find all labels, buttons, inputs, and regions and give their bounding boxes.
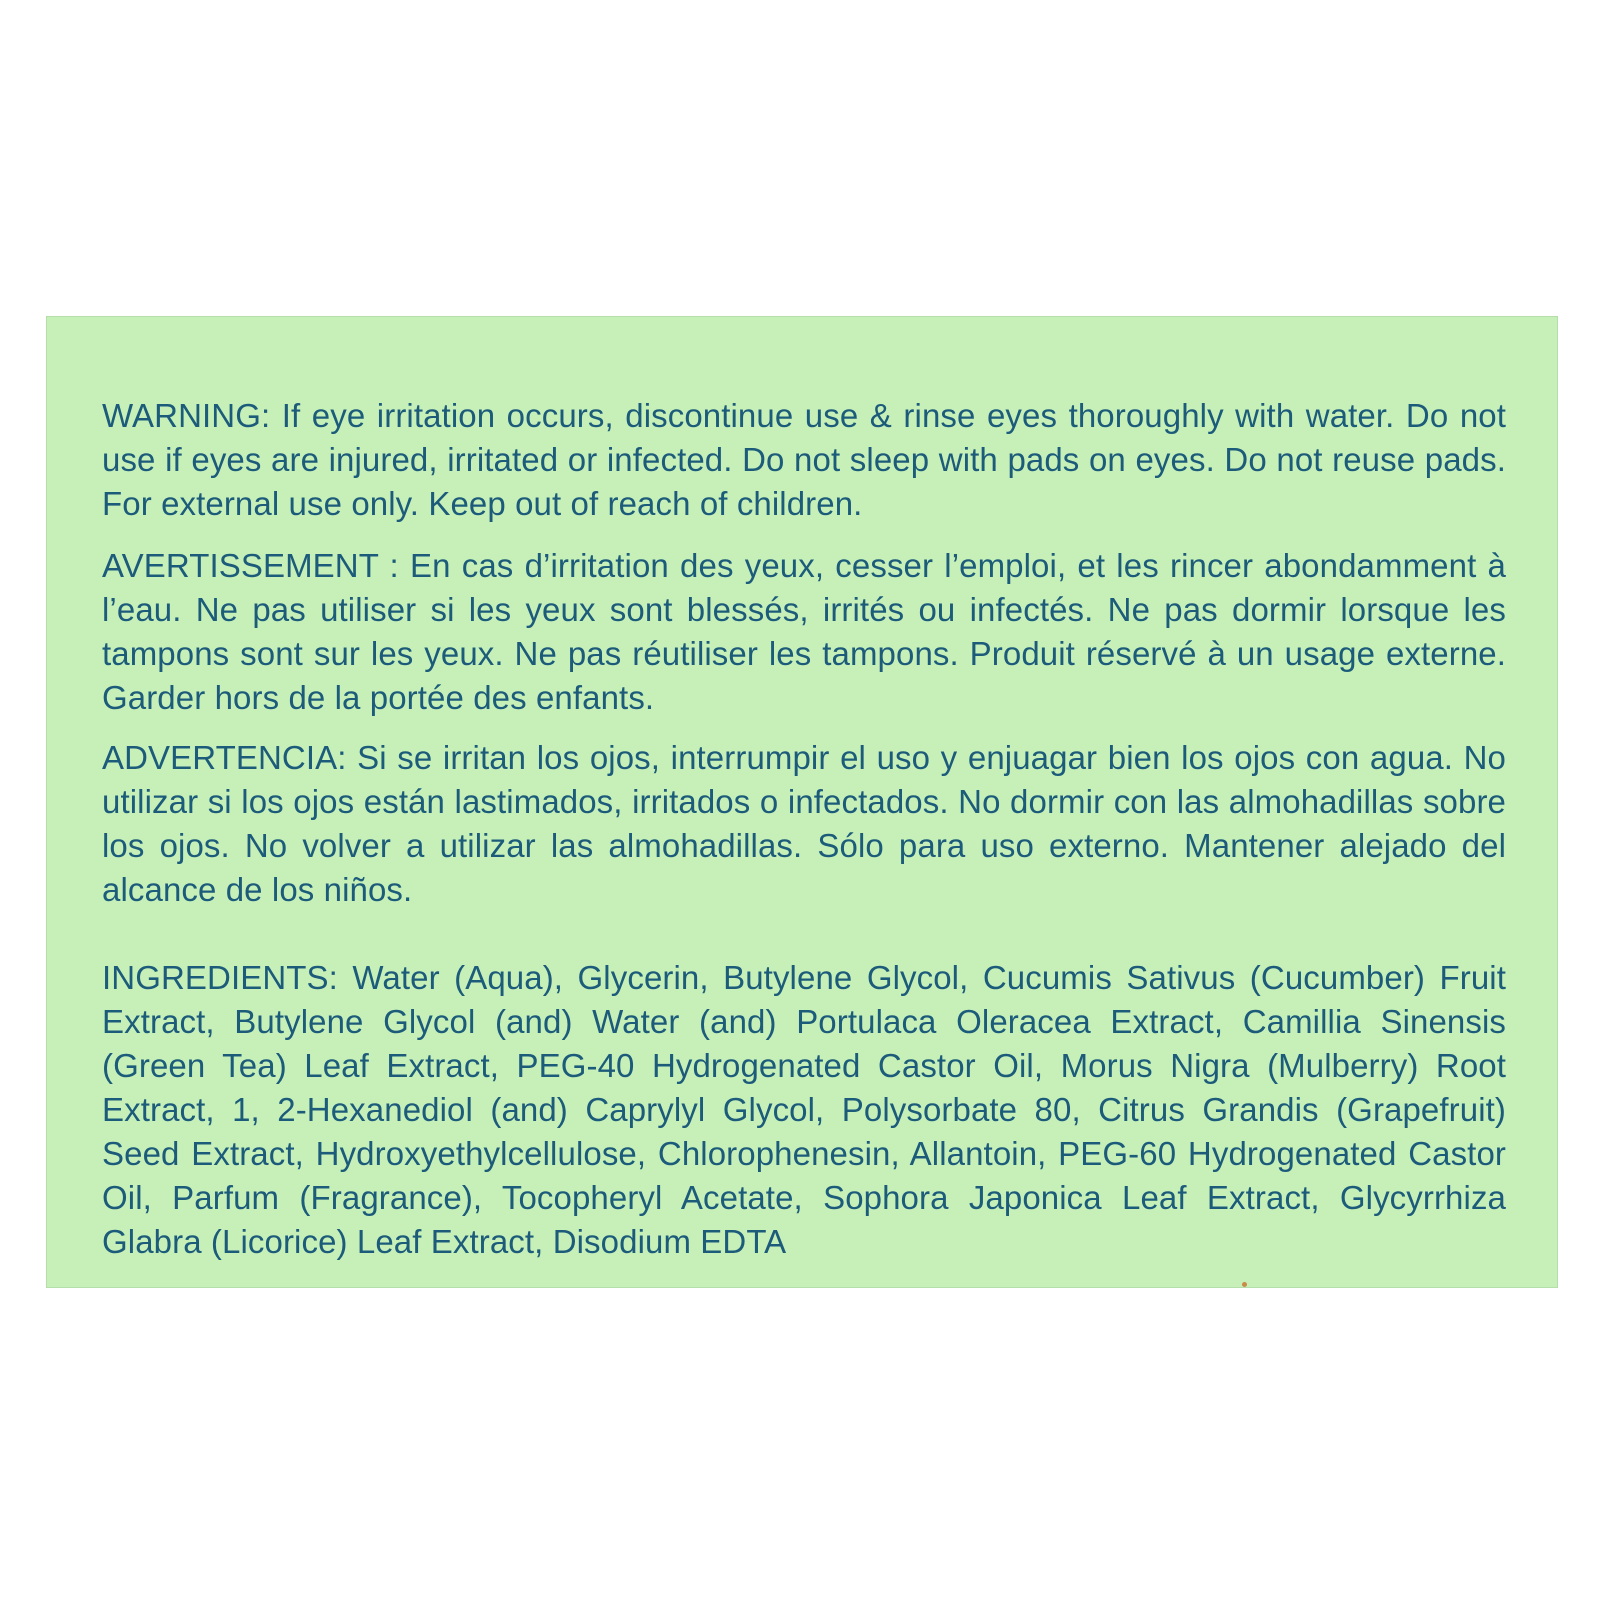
ingredients-list: INGREDIENTS: Water (Aqua), Glycerin, Butylene Glycol, Cucumis Sativus (Cucumber) Fruit Extract, Butylene Glycol (and) Water (and) Portulaca Oleracea Extract, Camillia Sinensis (Green Tea) Leaf Extract, PEG-40 Hydrogenated Castor Oil, Morus Nigra (Mulberry) Root Extract, 1, 2-Hexanediol (and) Caprylyl Glycol, Polysorbate 80, Citrus Grandis (Grapefruit) Seed Extract, Hydroxyethylcellulose, Chlorophenesin, Allantoin, PEG-60 Hydrogenated Castor Oil, Parfum (Fragrance), Tocopheryl Acetate, Sophora Japonica Leaf Extract, Glycyrrhiza Glabra (Licorice) Leaf Extract, Disodium EDTA <box>102 959 1506 1260</box>
print-speck <box>1242 1282 1247 1287</box>
box-back-panel <box>46 316 1558 1288</box>
warning-spanish: ADVERTENCIA: Si se irritan los ojos, interrumpir el uso y enjuagar bien los ojos con agua. No utilizar si los ojos están lastimados, irritados o infectados. No dormir con las almohadillas sobre los ojos. No volver a utilizar las almohadillas. Sólo para uso externo. Mantener alejado del alcance de los niños. <box>102 739 1506 908</box>
warning-english: WARNING: If eye irritation occurs, discontinue use & rinse eyes thoroughly with water. Do not use if eyes are injured, irritated or infected. Do not sleep with pads on eyes. Do not reuse pads. For external use only. Keep out of reach of children. <box>102 397 1506 522</box>
warning-french: AVERTISSEMENT : En cas d’irritation des yeux, cesser l’emploi, et les rincer abondamment à l’eau. Ne pas utiliser si les yeux sont blessés, irrités ou infectés. Ne pas dormir lorsque les tampons sont sur les yeux. Ne pas réutiliser les tampons. Produit réservé à un usage externe. Garder hors de la portée des enfants. <box>102 547 1506 716</box>
